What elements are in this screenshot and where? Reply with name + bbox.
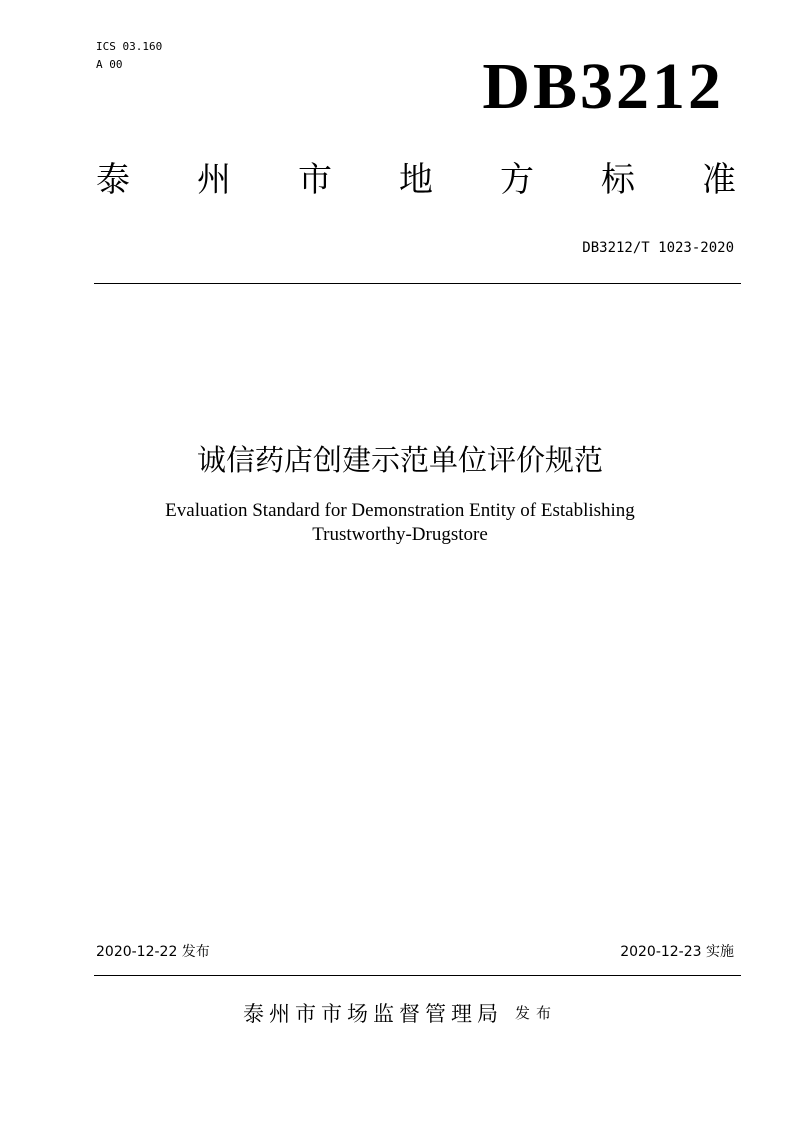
issuer-suffix: 发布 — [514, 1004, 557, 1022]
standard-type-char: 方 — [500, 160, 534, 200]
standard-type-char: 准 — [702, 160, 736, 200]
issuer-line — [0, 999, 800, 1029]
standard-type-char: 州 — [197, 160, 231, 200]
english-title-line: Evaluation Standard for Demonstration Entity of Establishing — [165, 500, 635, 521]
chinese-title: 诚信药店创建示范单位评价规范 — [196, 443, 603, 477]
english-title-line: Trustworthy-Drugstore — [312, 524, 488, 545]
implementation-date: 2020-12-23 实施 — [620, 944, 734, 960]
english-title — [0, 499, 800, 547]
issue-date: 2020-12-22 发布 — [96, 944, 210, 960]
db-code-logo: DB3212 — [482, 50, 724, 123]
top-divider — [94, 283, 741, 284]
standard-type-char: 地 — [399, 160, 433, 200]
standard-type-char: 市 — [298, 160, 332, 200]
standard-type-char: 泰 — [96, 160, 130, 200]
bottom-divider — [94, 975, 741, 976]
issuer-name: 泰州市市场监督管理局 — [242, 1002, 503, 1026]
standard-type-char: 标 — [601, 160, 635, 200]
ccs-code: A 00 — [96, 58, 123, 71]
ics-code: ICS 03.160 — [96, 40, 163, 53]
standard-number: DB3212/T 1023-2020 — [582, 240, 734, 256]
standard-type-heading — [96, 158, 736, 202]
